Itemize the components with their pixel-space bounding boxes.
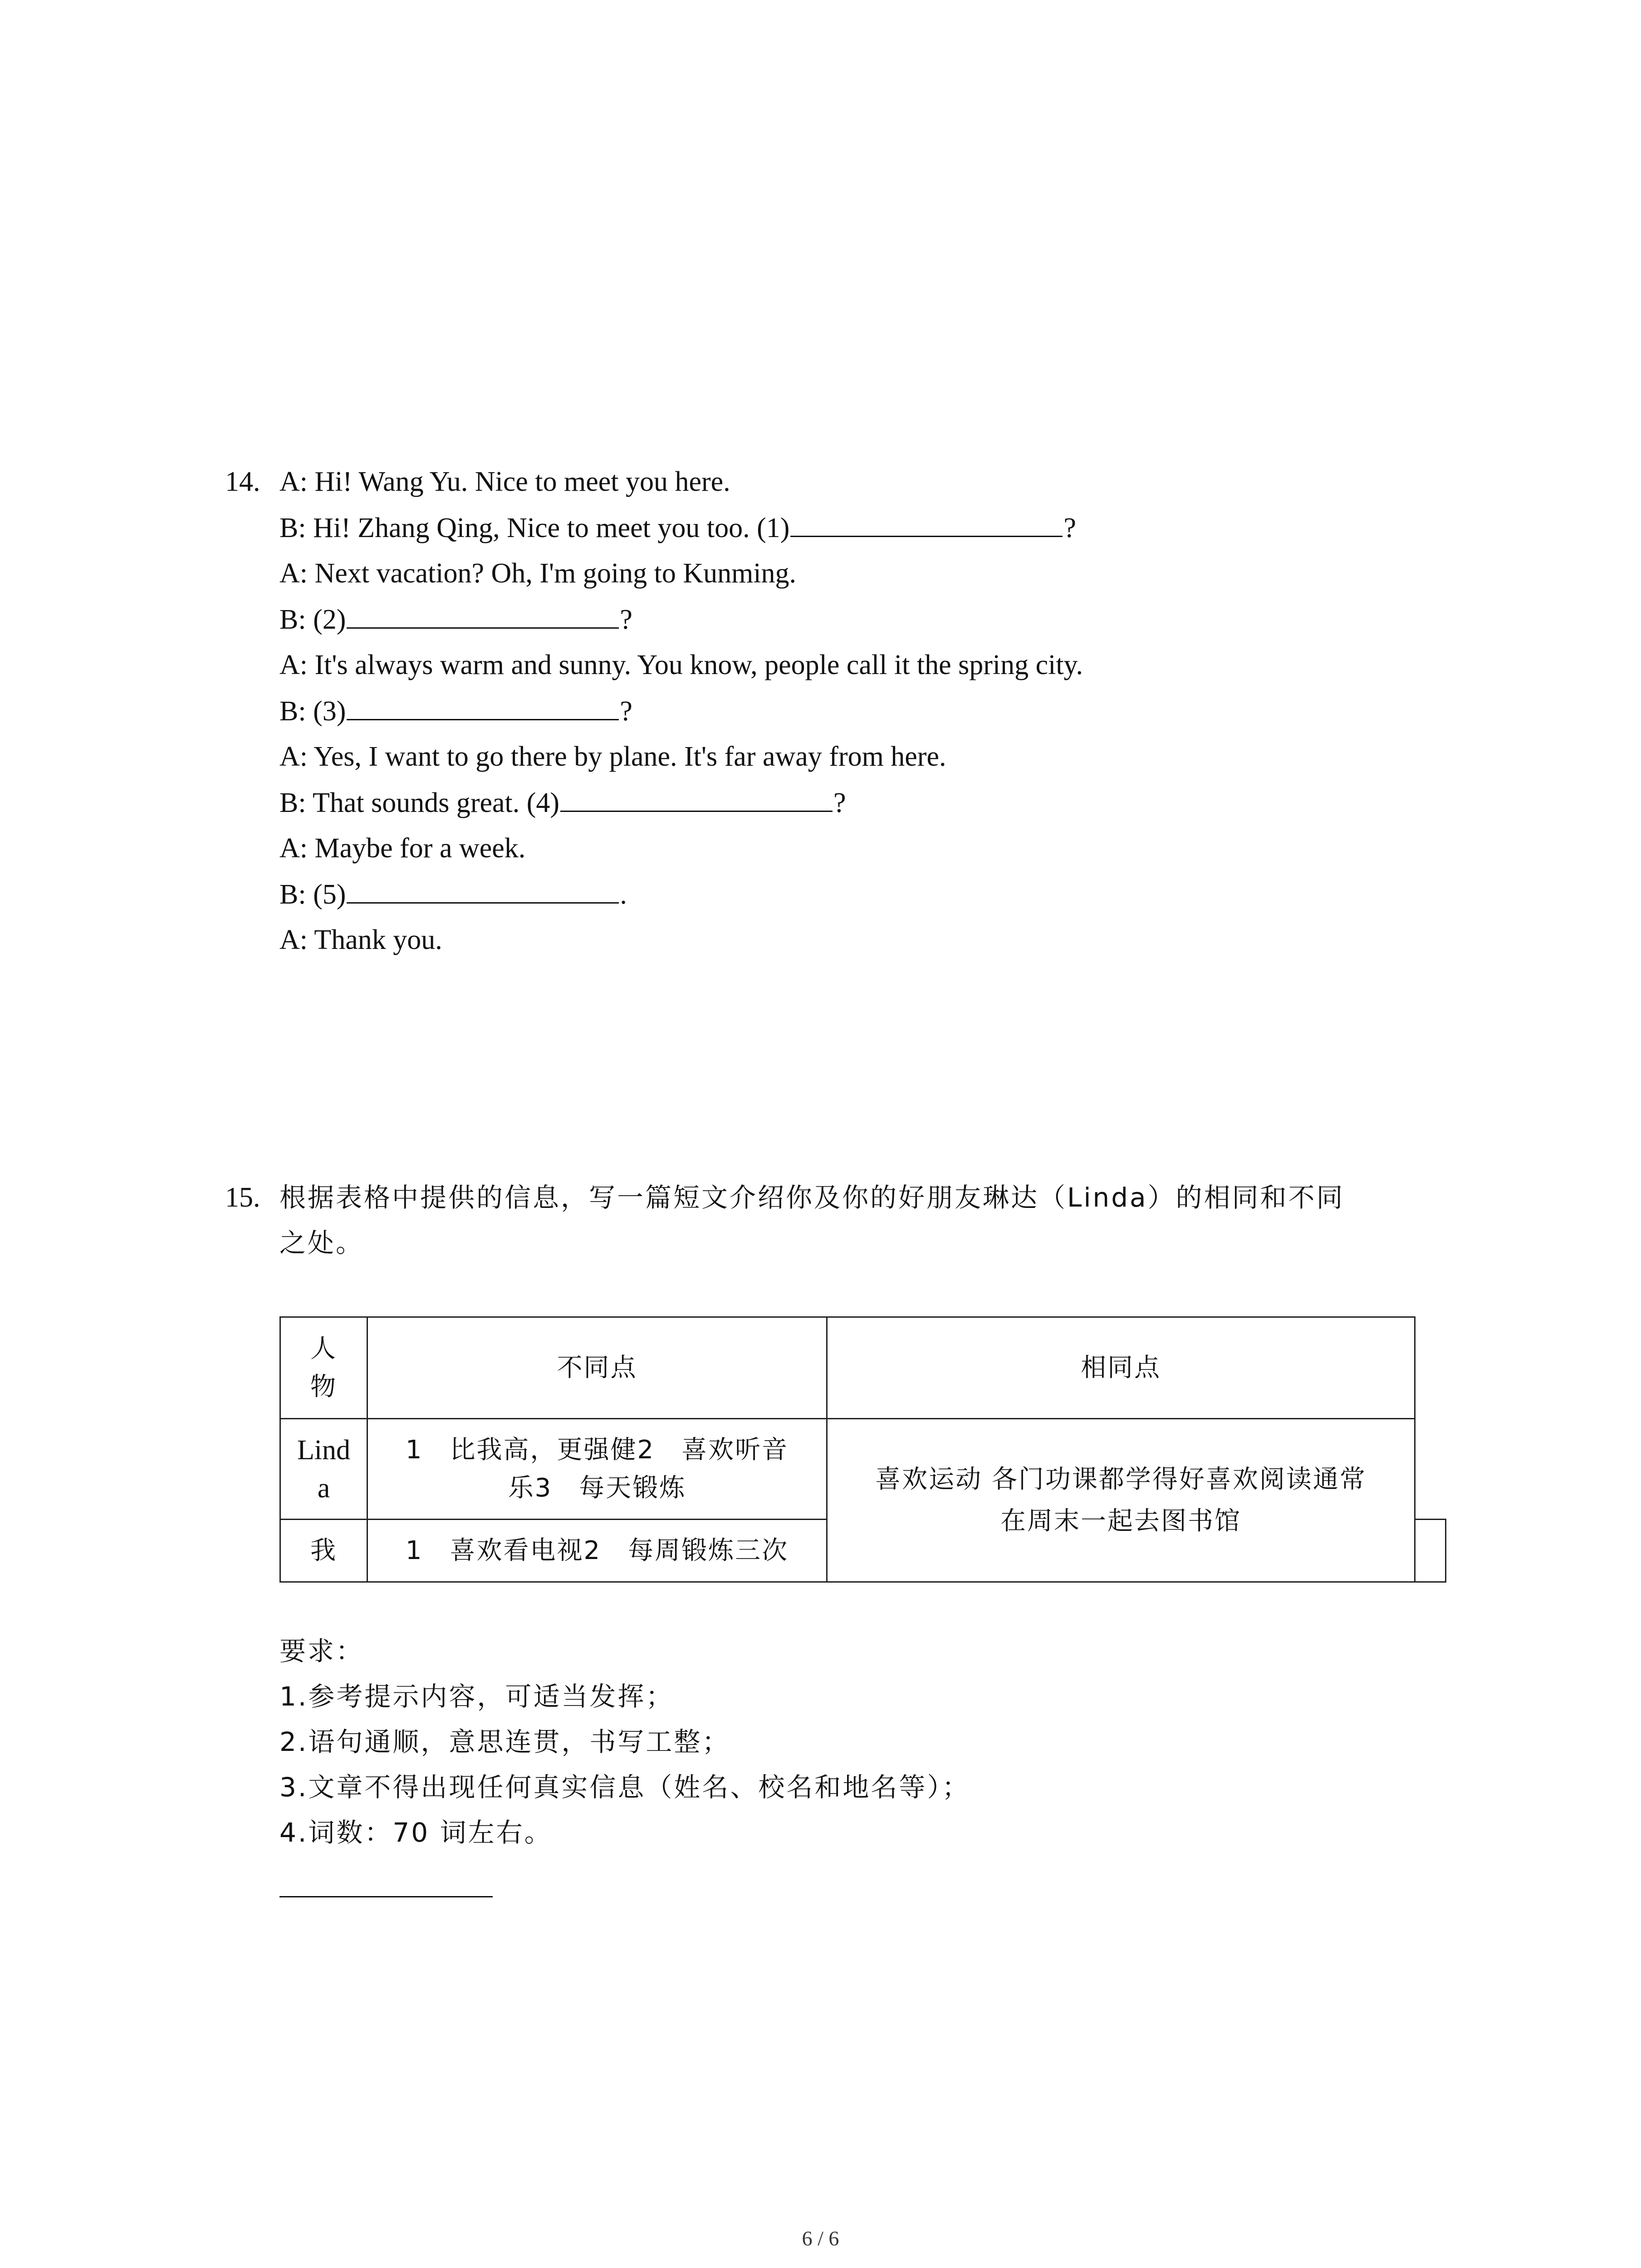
dialogue-line-10 xyxy=(279,876,627,913)
row-me-difference-cell: 1 喜欢看电视2 每周锻炼三次 xyxy=(405,1535,789,1565)
answer-blank-4[interactable] xyxy=(560,784,833,812)
similarity-text-1: 喜欢运动 各门功课都学得好喜欢阅读通常 xyxy=(875,1464,1367,1494)
answer-blank-5[interactable] xyxy=(347,876,619,904)
table-border-bottom xyxy=(279,1581,1446,1583)
table-border-right xyxy=(1414,1316,1416,1583)
dialogue-line-5 xyxy=(279,647,1083,683)
requirement-item-1: 1.参考提示内容，可适当发挥； xyxy=(279,1681,674,1712)
requirement-item-4: 4.词数：70 词左右。 xyxy=(279,1817,553,1848)
dialogue-text: A: Maybe for a week. xyxy=(279,833,526,864)
row-linda-person-text-1: Lind xyxy=(297,1434,351,1466)
dialogue-text: B: That sounds great. (4) xyxy=(279,787,560,818)
row-linda-difference-cell xyxy=(368,1419,826,1519)
dialogue-punct: ? xyxy=(620,696,632,727)
question-15-prompt-line-1: 根据表格中提供的信息，写一篇短文介绍你及你的好朋友琳达（Linda）的相同和不同 xyxy=(279,1182,1345,1213)
dialogue-line-4 xyxy=(279,601,632,638)
header-person-text-2: 物 xyxy=(310,1372,337,1402)
dialogue-line-9 xyxy=(279,830,525,866)
row-linda-difference-text-2: 乐3 每天锻炼 xyxy=(508,1473,686,1503)
requirement-item-2: 2.语句通顺，意思连贯，书写工整； xyxy=(279,1726,730,1757)
dialogue-text: A: It's always warm and sunny. You know, people call it the spring city. xyxy=(279,650,1083,680)
dialogue-text: A: Thank you. xyxy=(279,924,442,955)
answer-blank-1[interactable] xyxy=(790,509,1063,537)
answer-blank-2[interactable] xyxy=(347,601,619,629)
dialogue-text: A: Hi! Wang Yu. Nice to meet you here. xyxy=(279,466,730,497)
table-border-extra-top xyxy=(1416,1519,1446,1520)
requirements-title: 要求： xyxy=(279,1636,364,1667)
similarity-cell xyxy=(828,1419,1414,1581)
dialogue-line-1 xyxy=(279,464,730,500)
dialogue-line-8 xyxy=(279,784,846,821)
header-person-text-1: 人 xyxy=(310,1334,337,1364)
row-linda-person-text-2: a xyxy=(317,1472,330,1504)
dialogue-text: B: Hi! Zhang Qing, Nice to meet you too. (1) xyxy=(279,513,790,543)
requirement-item-3: 3.文章不得出现任何真实信息（姓名、校名和地名等）； xyxy=(279,1772,970,1803)
question-15-number: 15. xyxy=(225,1182,260,1213)
dialogue-line-11 xyxy=(279,922,442,958)
dialogue-text: B: (5) xyxy=(279,879,346,910)
row-linda-difference-text-1: 1 比我高，更强健2 喜欢听音 xyxy=(405,1435,789,1465)
dialogue-punct: ? xyxy=(620,604,632,635)
page-number: 6 / 6 xyxy=(802,2227,839,2250)
dialogue-text: B: (3) xyxy=(279,696,346,727)
question-15-prompt-line-2: 之处。 xyxy=(279,1227,364,1258)
header-difference-cell: 不同点 xyxy=(557,1353,637,1383)
dialogue-line-2 xyxy=(279,509,1076,546)
row-me-person-cell: 我 xyxy=(310,1535,337,1565)
table-extra-right xyxy=(1445,1519,1446,1583)
dialogue-text: A: Yes, I want to go there by plane. It's far away from here. xyxy=(279,741,946,772)
row-linda-person-cell xyxy=(281,1419,367,1519)
dialogue-line-6 xyxy=(279,693,632,729)
dialogue-text: A: Next vacation? Oh, I'm going to Kunming. xyxy=(279,558,797,589)
dialogue-text: B: (2) xyxy=(279,604,346,635)
answer-blank-3[interactable] xyxy=(347,693,619,720)
dialogue-punct: ? xyxy=(833,787,846,818)
dialogue-punct: . xyxy=(620,879,627,910)
question-14-number: 14. xyxy=(225,466,260,497)
dialogue-line-7 xyxy=(279,738,946,775)
dialogue-punct: ? xyxy=(1063,513,1076,543)
similarity-text-2: 在周末一起去图书馆 xyxy=(1000,1506,1241,1536)
essay-answer-line[interactable] xyxy=(279,1896,493,1897)
header-similarity-cell: 相同点 xyxy=(1081,1353,1161,1383)
header-person-cell xyxy=(281,1318,367,1418)
dialogue-line-3 xyxy=(279,555,796,591)
